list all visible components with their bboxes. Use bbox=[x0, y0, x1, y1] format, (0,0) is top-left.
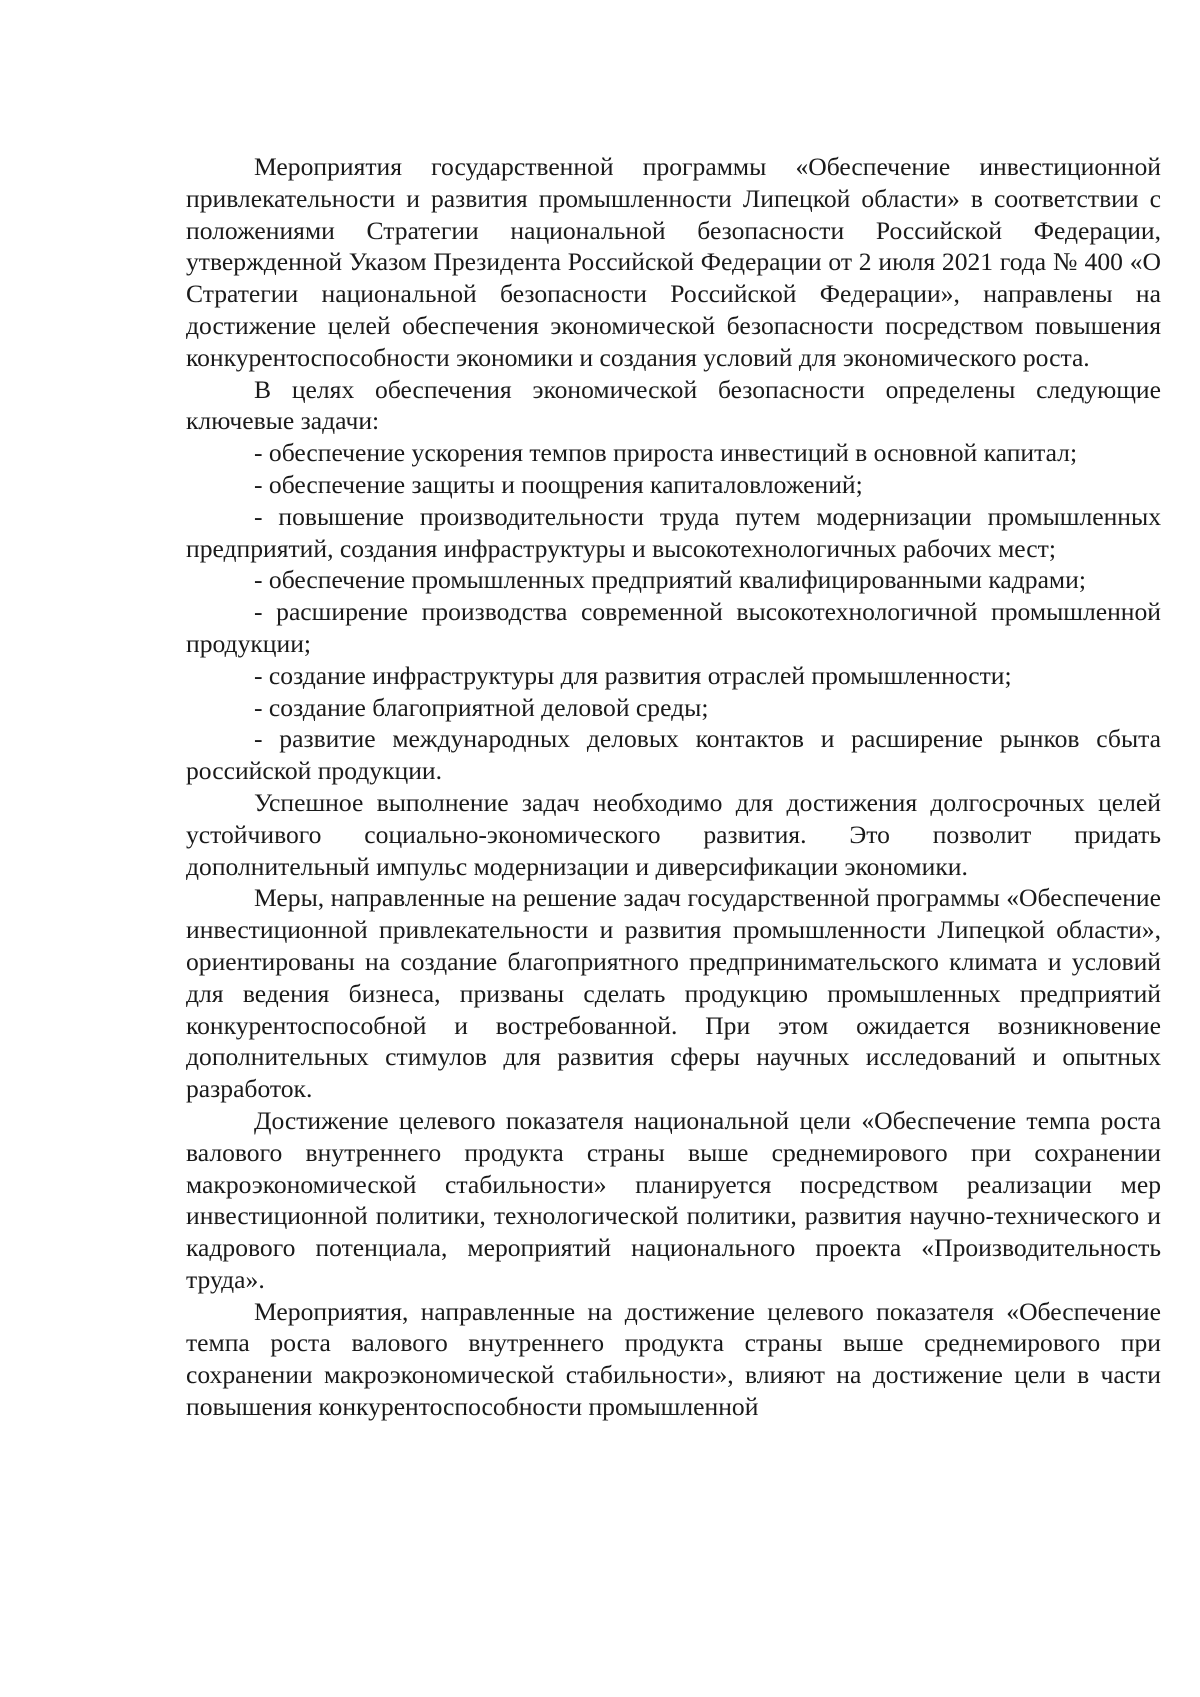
paragraph-program-measures: Меры, направленные на решение задач государственной программы «Обеспечение инвестиционной привлекательности и развития промышленности Липецкой области», ориентированы на создание благоприятного предпринимательского климата и условий для ведения бизнеса, призваны сделать продукцию промышленных предприятий конкурентоспособной и востребованной. При этом ожидается возникновение дополнительных стимулов для развития сферы научных исследований и опытных разработок. bbox=[186, 883, 1161, 1104]
paragraph-strategy-intro: Мероприятия государственной программы «Обеспечение инвестиционной привлекательности и развития промышленности Липецкой области» в соответствии с положениями Стратегии национальной безопасности Российской Федерации, утвержденной Указом Президента Российской Федерации от 2 июля 2021 года № 400 «О Стратегии национальной безопасности Российской Федерации», направлены на достижение целей обеспечения экономической безопасности посредством повышения конкурентоспособности экономики и создания условий для экономического роста. bbox=[186, 152, 1161, 372]
paragraph-target-activities: Мероприятия, направленные на достижение целевого показателя «Обеспечение темпа роста валового внутреннего продукта страны выше среднемирового при сохранении макроэкономической стабильности», влияют на достижение цели в части повышения конкурентоспособности промышленной bbox=[186, 1296, 1161, 1422]
list-item: - развитие международных деловых контактов и расширение рынков сбыта российской продукции. bbox=[186, 724, 1161, 786]
document-body bbox=[186, 151, 1161, 1423]
list-item: - создание инфраструктуры для развития отраслей промышленности; bbox=[254, 660, 1012, 690]
list-item: - обеспечение защиты и поощрения капиталовложений; bbox=[254, 469, 863, 499]
paragraph-task-fulfillment: Успешное выполнение задач необходимо для достижения долгосрочных целей устойчивого социально-экономического развития. Это позволит придать дополнительный импульс модернизации и диверсификации экономики. bbox=[186, 787, 1161, 881]
list-item: - создание благоприятной деловой среды; bbox=[254, 692, 709, 722]
list-item: - обеспечение промышленных предприятий квалифицированными кадрами; bbox=[254, 565, 1086, 595]
list-item: - расширение производства современной высокотехнологичной промышленной продукции; bbox=[186, 597, 1161, 658]
list-item: - повышение производительности труда путем модернизации промышленных предприятий, создания инфраструктуры и высокотехнологичных рабочих мест; bbox=[186, 501, 1161, 563]
list-item: - обеспечение ускорения темпов прироста инвестиций в основной капитал; bbox=[254, 438, 1078, 468]
paragraph-key-tasks-intro: В целях обеспечения экономической безопасности определены следующие ключевые задачи: bbox=[186, 374, 1161, 436]
paragraph-gdp-target: Достижение целевого показателя национальной цели «Обеспечение темпа роста валового внутреннего продукта страны выше среднемирового при сохранении макроэкономической стабильности» планируется посредством реализации мер инвестиционной политики, технологической политики, развития научно-технического и кадрового потенциала, мероприятий национального проекта «Производительность труда». bbox=[186, 1105, 1161, 1294]
